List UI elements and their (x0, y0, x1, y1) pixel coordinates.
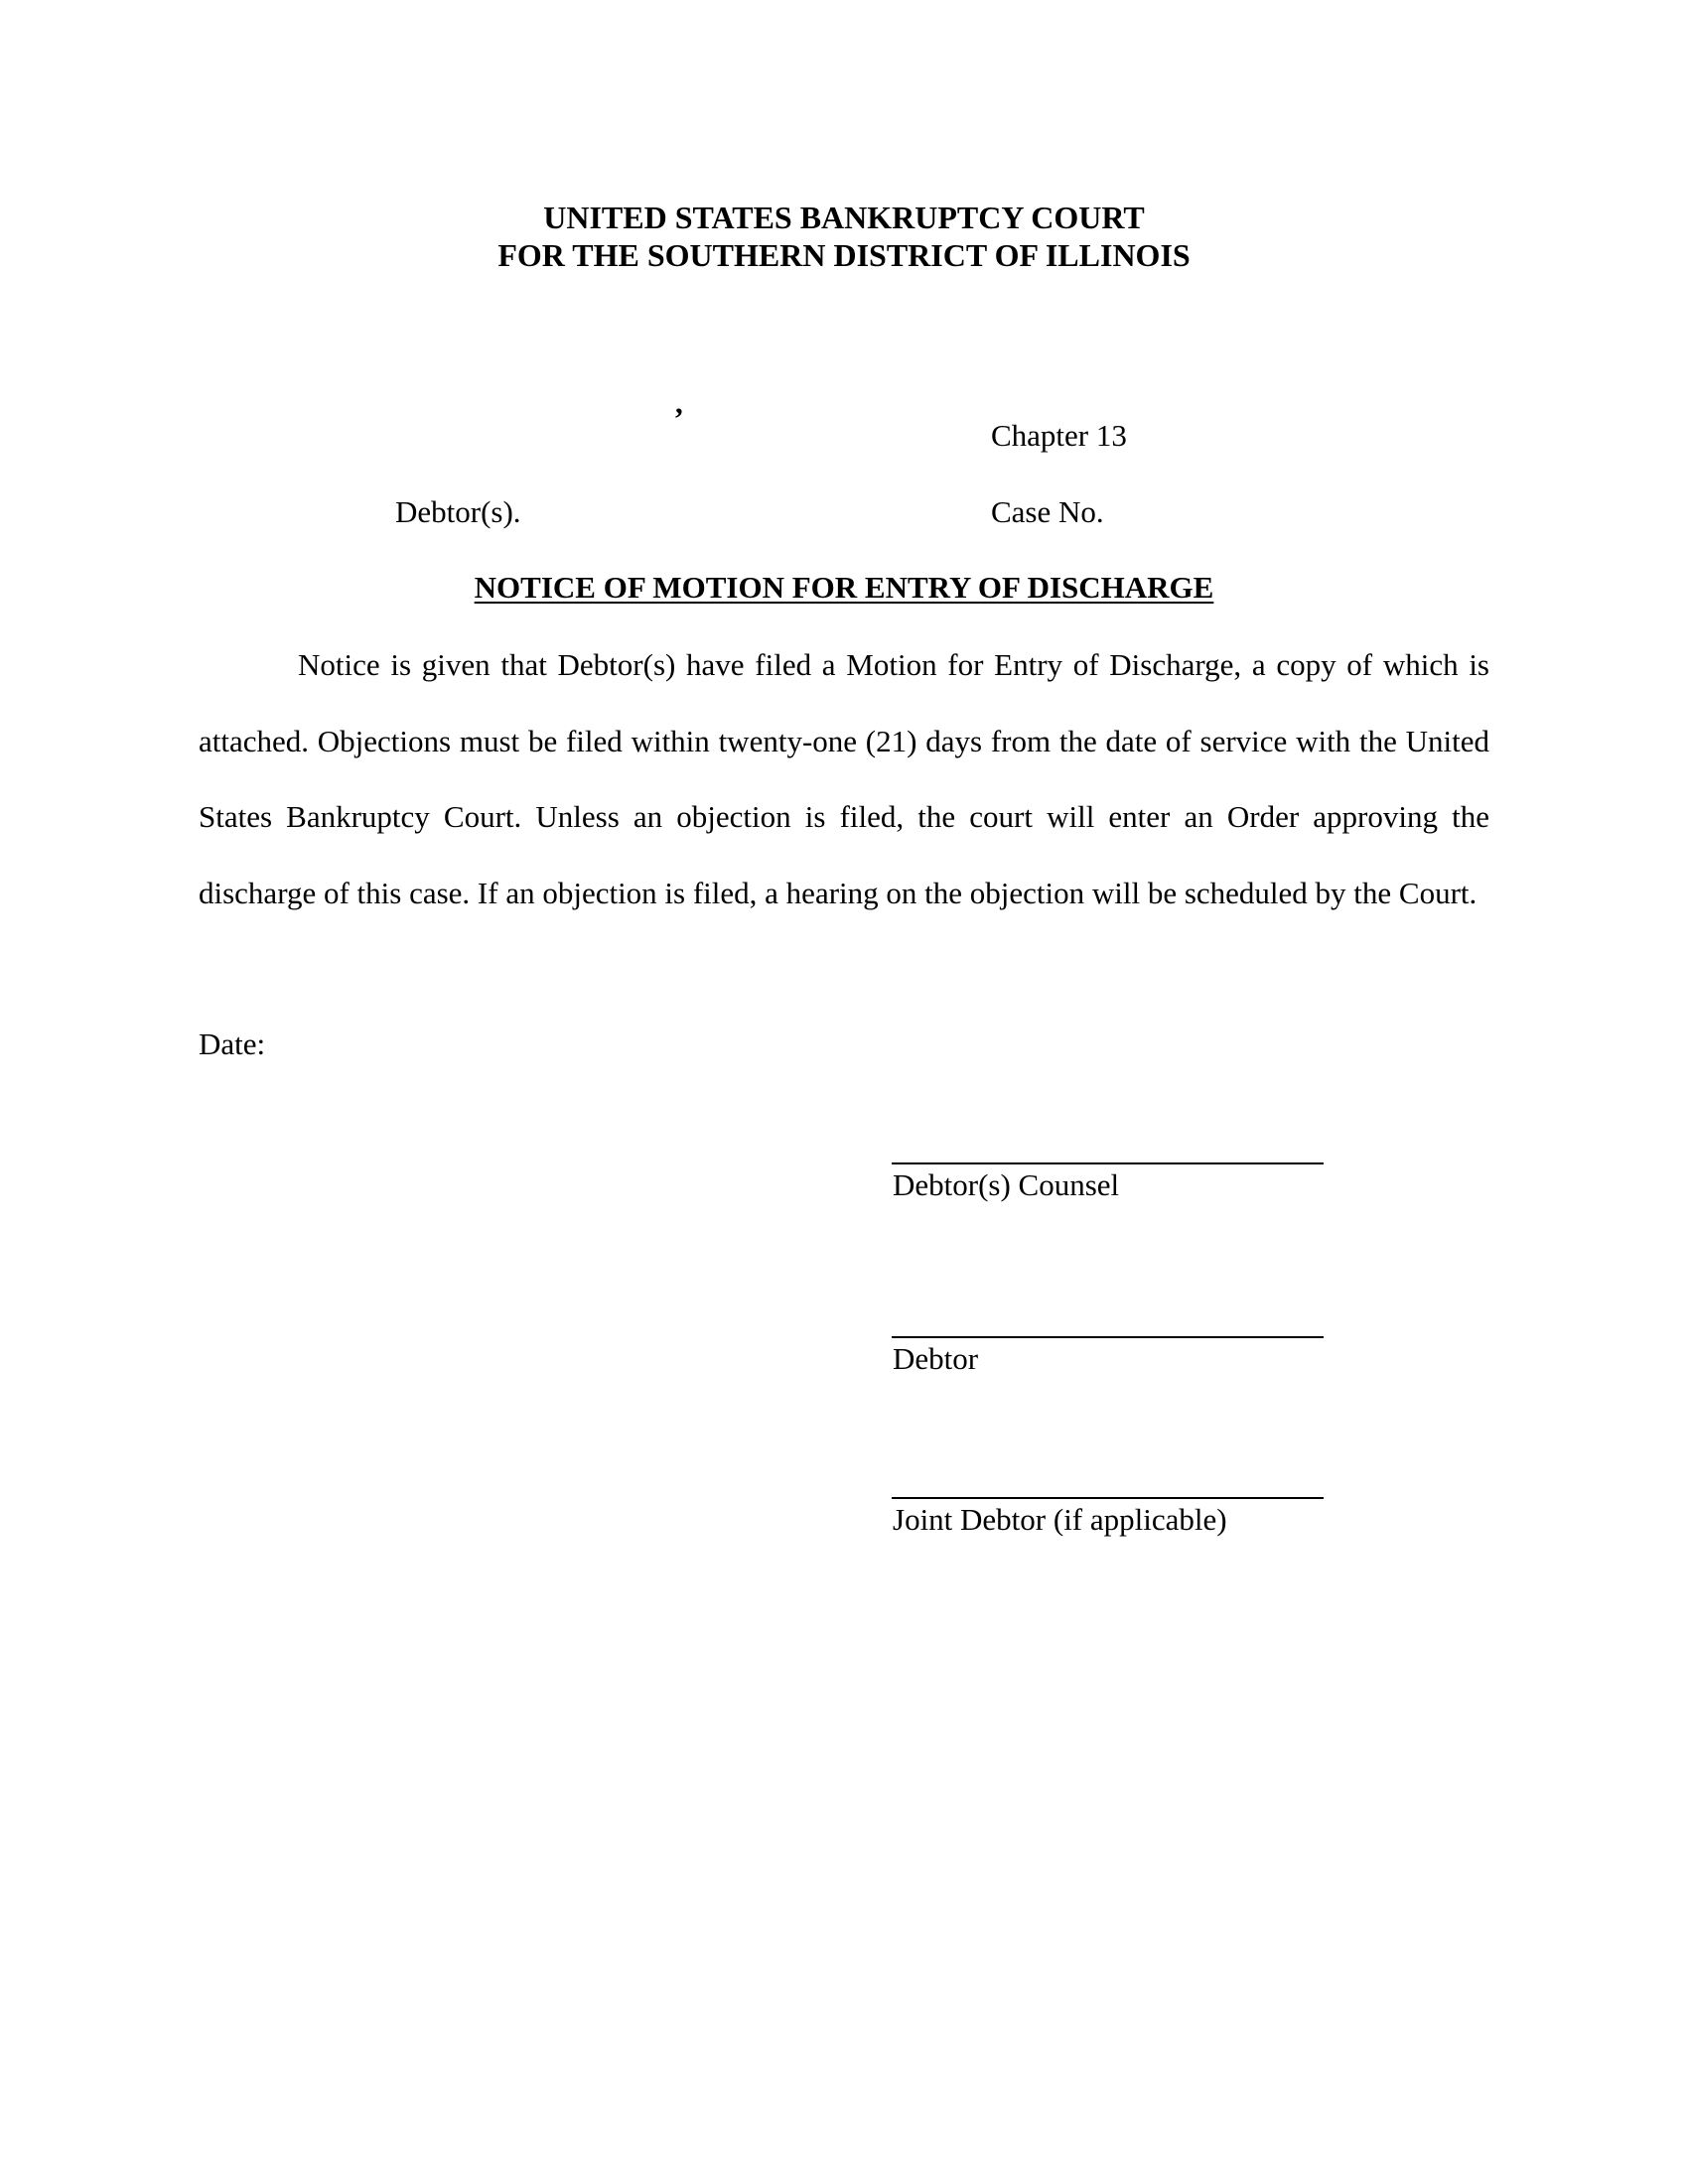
court-district: FOR THE SOUTHERN DISTRICT OF ILLINOIS (497, 237, 1191, 273)
document-title (0, 570, 1688, 606)
document-title-text: NOTICE OF MOTION FOR ENTRY OF DISCHARGE (474, 570, 1214, 605)
date-label: Date: (199, 1026, 266, 1061)
debtor-label: Debtor(s). (395, 494, 521, 529)
court-name: UNITED STATES BANKRUPTCY COURT (543, 200, 1145, 235)
case-number-label: Case No. (991, 494, 1104, 529)
chapter-label: Chapter 13 (991, 418, 1127, 453)
counsel-signature-line (892, 1162, 1324, 1164)
caption-comma: , (675, 385, 683, 420)
debtor-signature-label: Debtor (893, 1341, 979, 1376)
counsel-signature-label: Debtor(s) Counsel (893, 1167, 1120, 1202)
joint-debtor-signature-line (892, 1497, 1324, 1499)
notice-paragraph: Notice is given that Debtor(s) have filed a Motion for Entry of Discharge, a copy of which is attached. Objections must be filed within twenty-one (21) days from the date of service with the United States Bankruptcy Court. Unless an objection is filed, the court will enter an Order approving the discharge of this case. If an objection is filed, a hearing on the objection will be scheduled by the Court. (199, 647, 1489, 910)
debtor-signature-line (892, 1336, 1324, 1338)
joint-debtor-signature-label: Joint Debtor (if applicable) (893, 1502, 1227, 1537)
